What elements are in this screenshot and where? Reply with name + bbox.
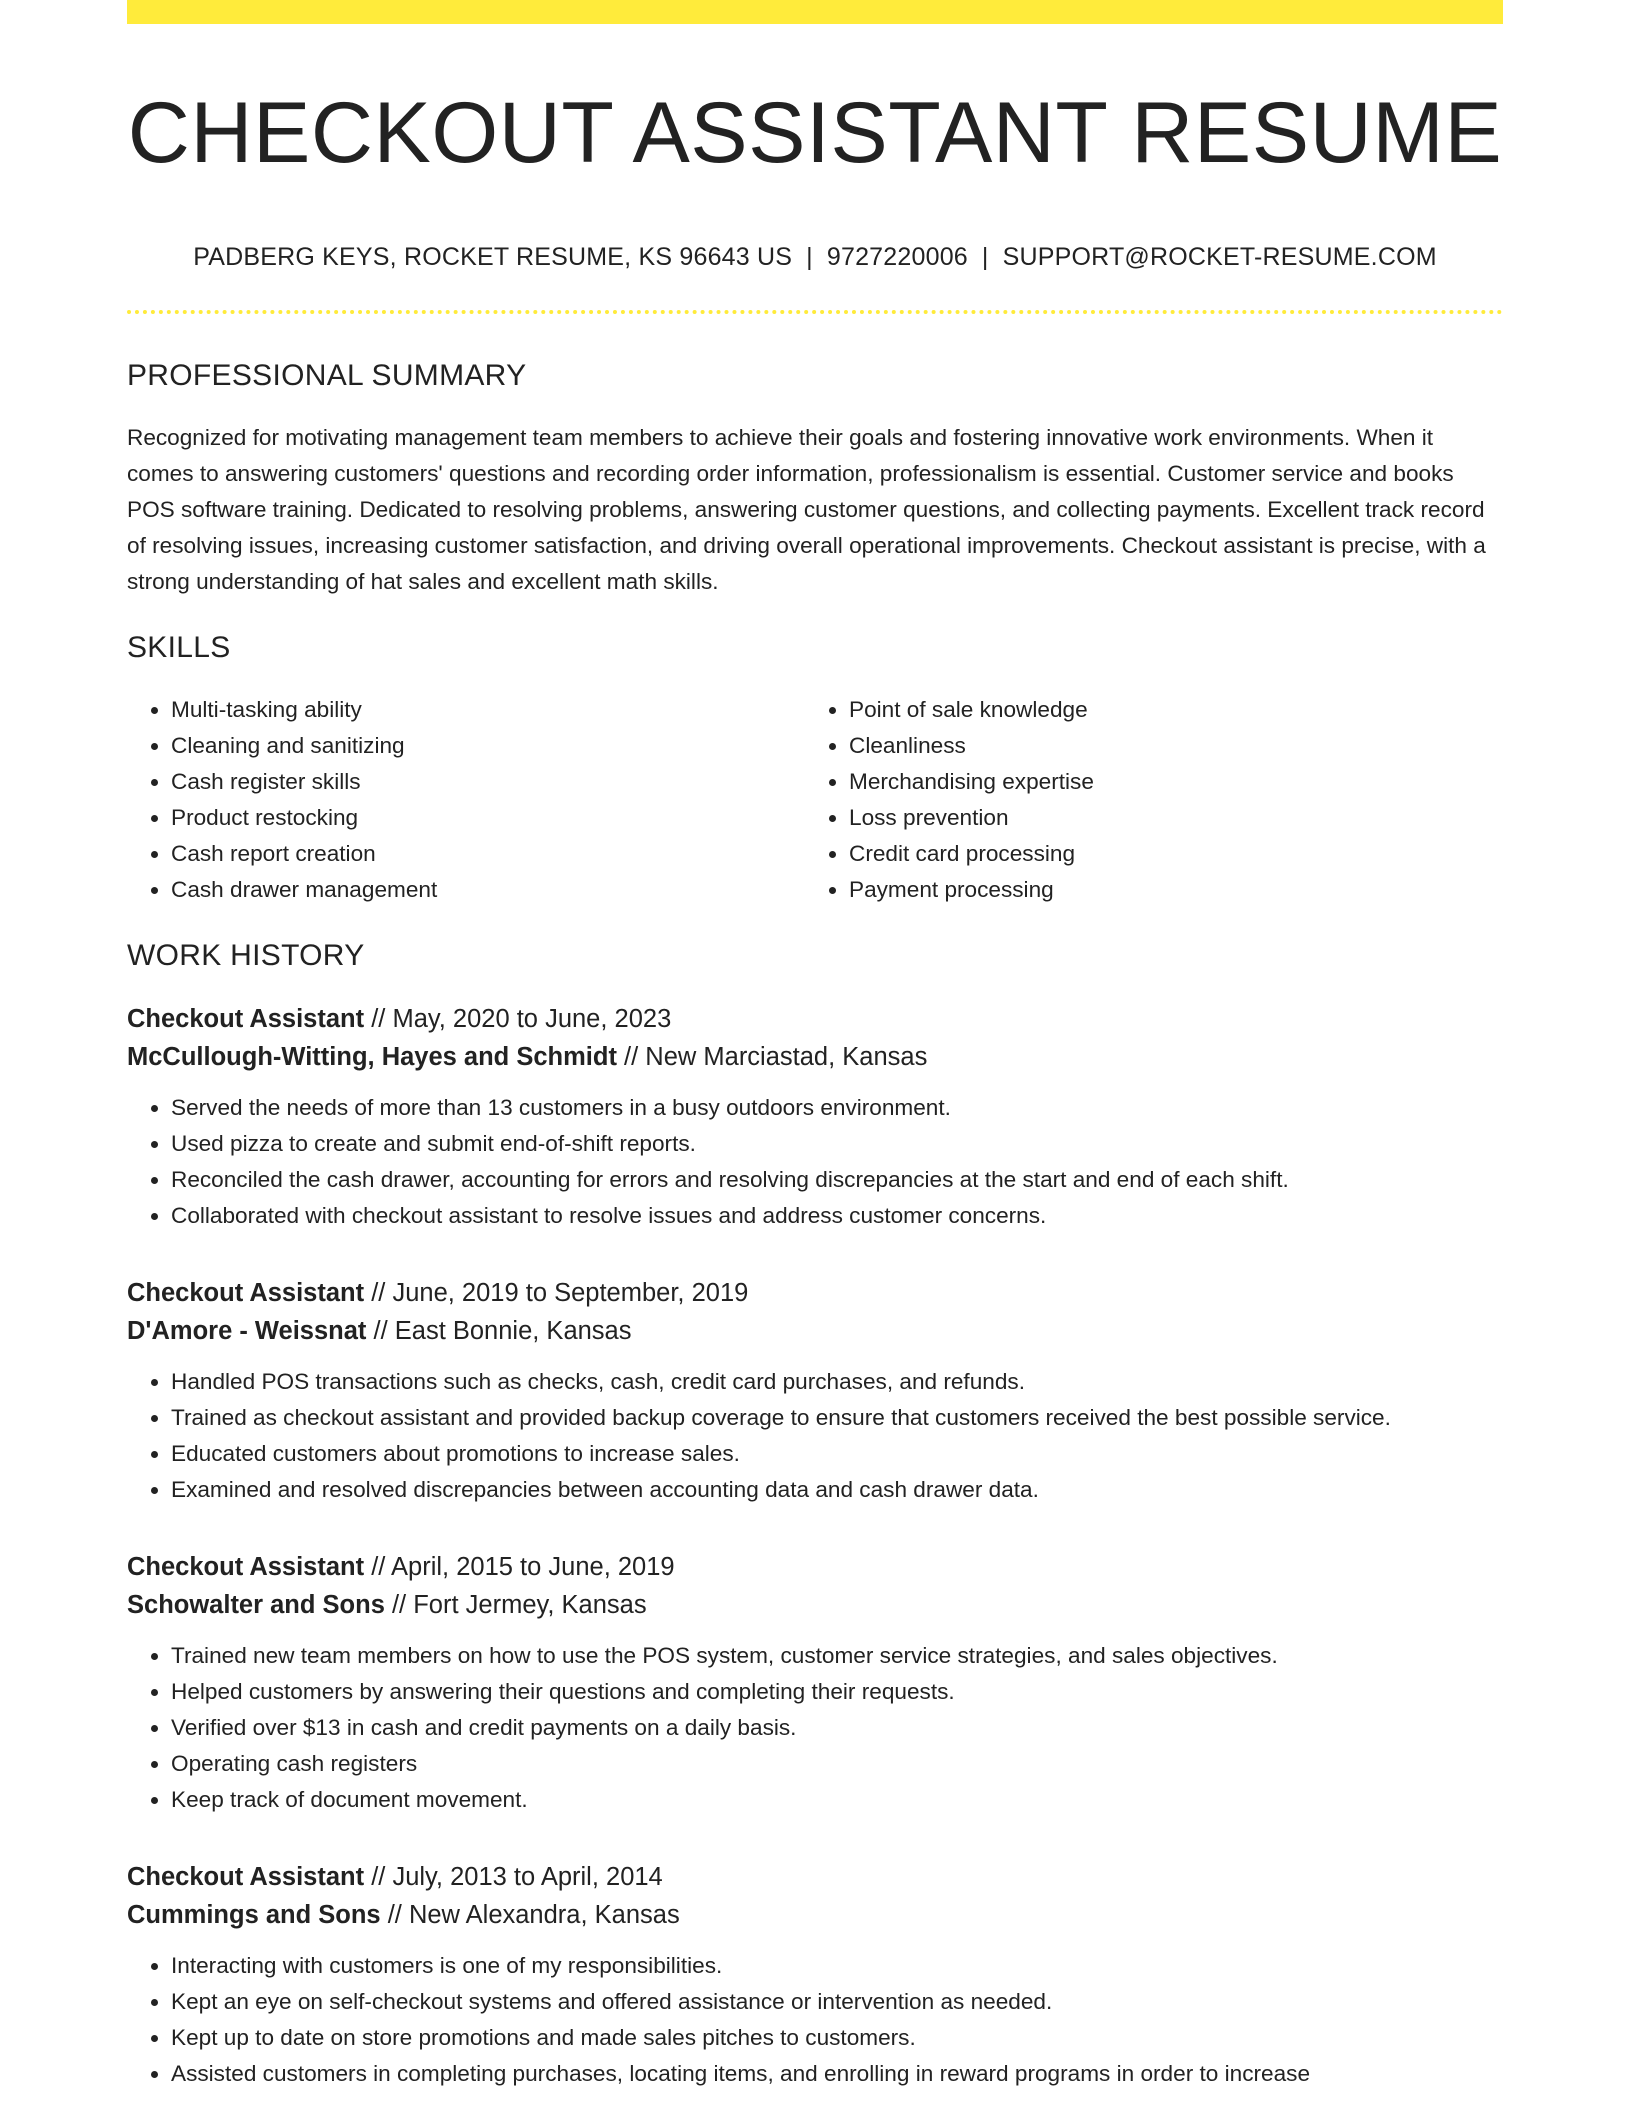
skills-column-right <box>805 692 1483 908</box>
contact-separator: | <box>806 243 813 272</box>
skill-item: • Cash report creation <box>171 836 805 872</box>
resume-title: CHECKOUT ASSISTANT RESUME <box>127 85 1503 181</box>
job-bullet: • Operating cash registers <box>171 1746 1503 1782</box>
job-company-line <box>127 1312 1503 1350</box>
skills-heading: SKILLS <box>127 631 231 665</box>
summary-text: Recognized for motivating management team members to achieve their goals and fostering innovative work environments. When it comes to answering customers' questions and recording order information, professionalism is essential. Customer service and books POS software training. Dedicated to resolving problems, answering customer questions, and collecting payments. Excellent track record of resolving issues, increasing customer satisfaction, and driving overall operational improvements. Checkout assistant is precise, with a strong understanding of hat sales and excellent math skills. <box>127 425 1486 595</box>
job-location: Fort Jermey, Kansas <box>413 1591 647 1620</box>
contact-address: PADBERG KEYS, ROCKET RESUME, KS 96643 US <box>193 243 793 272</box>
skill-item: • Cash register skills <box>171 764 805 800</box>
job-location: New Alexandra, Kansas <box>408 1901 680 1930</box>
job-bullet: • Used pizza to create and submit end-of-shift reports. <box>171 1126 1503 1162</box>
job-entry <box>127 1000 1503 1234</box>
job-bullets <box>127 1090 1503 1234</box>
summary-heading: PROFESSIONAL SUMMARY <box>127 359 527 393</box>
job-bullet: • Collaborated with checkout assistant to resolve issues and address customer concerns. <box>171 1198 1503 1234</box>
job-entry <box>127 1858 1503 2092</box>
work-history-heading: WORK HISTORY <box>127 939 365 973</box>
job-bullet: • Interacting with customers is one of my responsibilities. <box>171 1948 1503 1984</box>
job-company: Cummings and Sons <box>127 1901 381 1930</box>
job-company-line <box>127 1586 1503 1624</box>
job-title: Checkout Assistant <box>127 1863 365 1892</box>
job-bullets <box>127 1638 1503 1818</box>
job-separator: // <box>616 1043 646 1072</box>
skill-item: • Loss prevention <box>849 800 1483 836</box>
skill-item: • Merchandising expertise <box>849 764 1483 800</box>
contact-line <box>127 243 1503 272</box>
contact-email: SUPPORT@ROCKET-RESUME.COM <box>1002 243 1437 272</box>
job-entry <box>127 1274 1503 1508</box>
job-bullet: • Reconciled the cash drawer, accounting for errors and resolving discrepancies at the start and end of each shift. <box>171 1162 1503 1198</box>
job-bullets <box>127 1364 1503 1508</box>
skill-item: • Cash drawer management <box>171 872 805 908</box>
job-bullet: • Handled POS transactions such as checks, cash, credit card purchases, and refunds. <box>171 1364 1503 1400</box>
skills-column-left <box>127 692 805 908</box>
job-company-line <box>127 1038 1503 1076</box>
top-accent-bar <box>127 0 1503 24</box>
job-dates: July, 2013 to April, 2014 <box>392 1863 663 1892</box>
job-company: McCullough-Witting, Hayes and Schmidt <box>127 1043 617 1072</box>
job-title: Checkout Assistant <box>127 1279 365 1308</box>
job-company: Schowalter and Sons <box>127 1591 385 1620</box>
skills-list <box>127 692 1503 908</box>
skill-item: • Payment processing <box>849 872 1483 908</box>
job-bullet: • Kept up to date on store promotions and made sales pitches to customers. <box>171 2020 1503 2056</box>
job-company: D'Amore - Weissnat <box>127 1317 367 1346</box>
dotted-divider <box>127 310 1503 314</box>
job-title: Checkout Assistant <box>127 1005 365 1034</box>
job-title-line <box>127 1858 1503 1896</box>
job-location: East Bonnie, Kansas <box>394 1317 632 1346</box>
job-bullet: • Kept an eye on self-checkout systems and offered assistance or intervention as needed. <box>171 1984 1503 2020</box>
job-separator: // <box>366 1317 395 1346</box>
skill-item: • Point of sale knowledge <box>849 692 1483 728</box>
job-bullet: • Trained new team members on how to use the POS system, customer service strategies, and sales objectives. <box>171 1638 1503 1674</box>
job-bullet: • Assisted customers in completing purchases, locating items, and enrolling in reward programs in order to increase <box>171 2056 1503 2092</box>
job-separator: // <box>364 1005 393 1034</box>
job-dates: May, 2020 to June, 2023 <box>392 1005 672 1034</box>
job-location: New Marciastad, Kansas <box>645 1043 928 1072</box>
job-title-line <box>127 1548 1503 1586</box>
contact-separator: | <box>981 243 989 272</box>
job-title-line <box>127 1274 1503 1312</box>
job-separator: // <box>364 1279 393 1308</box>
skill-item: • Cleanliness <box>849 728 1483 764</box>
job-bullet: • Helped customers by answering their questions and completing their requests. <box>171 1674 1503 1710</box>
job-dates: April, 2015 to June, 2019 <box>391 1553 675 1582</box>
skill-item: • Cleaning and sanitizing <box>171 728 805 764</box>
skill-item: • Product restocking <box>171 800 805 836</box>
job-bullet: • Trained as checkout assistant and provided backup coverage to ensure that customers received the best possible service. <box>171 1400 1503 1436</box>
job-bullet: • Served the needs of more than 13 customers in a busy outdoors environment. <box>171 1090 1503 1126</box>
resume-page <box>127 0 1503 2112</box>
job-bullets <box>127 1948 1503 2092</box>
skill-item: • Credit card processing <box>849 836 1483 872</box>
job-separator: // <box>384 1591 414 1620</box>
job-title-line <box>127 1000 1503 1038</box>
job-separator: // <box>364 1553 392 1582</box>
job-entry <box>127 1548 1503 1818</box>
contact-phone: 9727220006 <box>826 243 968 272</box>
job-bullet: • Educated customers about promotions to increase sales. <box>171 1436 1503 1472</box>
job-separator: // <box>364 1863 393 1892</box>
job-bullet: • Keep track of document movement. <box>171 1782 1503 1818</box>
job-bullet: • Examined and resolved discrepancies between accounting data and cash drawer data. <box>171 1472 1503 1508</box>
job-dates: June, 2019 to September, 2019 <box>392 1279 749 1308</box>
job-title: Checkout Assistant <box>127 1553 365 1582</box>
skill-item: • Multi-tasking ability <box>171 692 805 728</box>
job-separator: // <box>380 1901 409 1930</box>
job-company-line <box>127 1896 1503 1934</box>
job-bullet: • Verified over $13 in cash and credit payments on a daily basis. <box>171 1710 1503 1746</box>
